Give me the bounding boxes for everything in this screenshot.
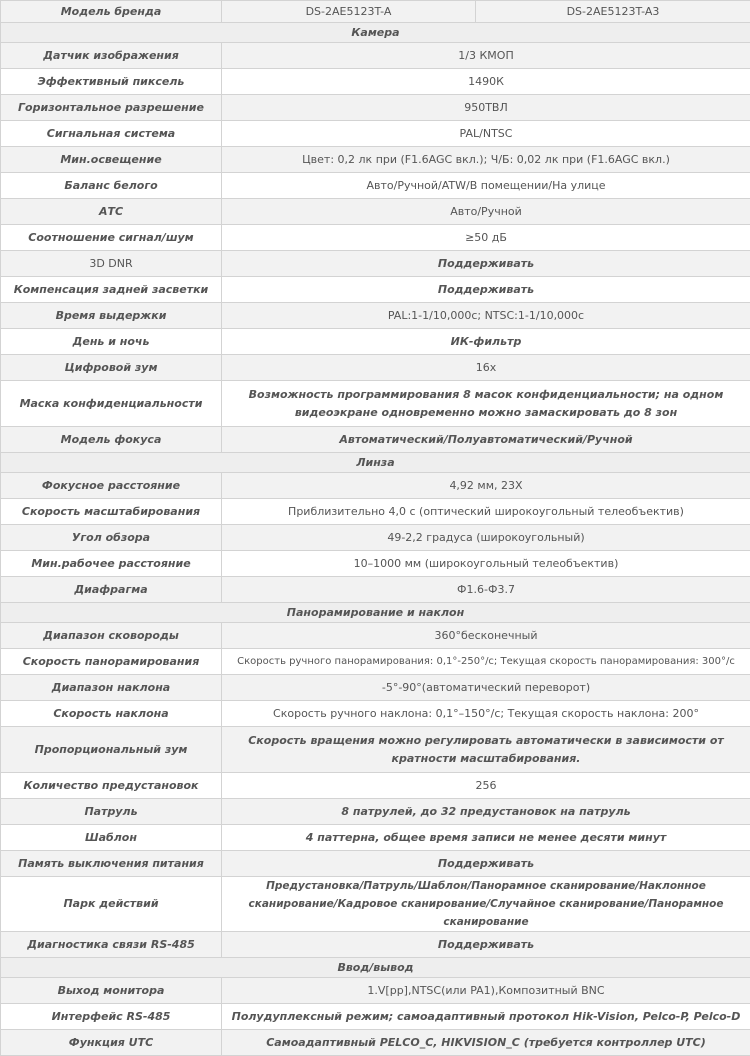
- table-row: [1, 649, 750, 675]
- table-row: [1, 701, 750, 727]
- row-value: 8 патрулей, до 32 предустановок на патруль: [222, 799, 750, 825]
- row-value: 4 паттерна, общее время записи не менее десяти минут: [222, 825, 750, 851]
- row-label: Диапазон сковороды: [1, 623, 222, 649]
- table-row: [1, 303, 750, 329]
- table-row: [1, 225, 750, 251]
- row-label: Патруль: [1, 799, 222, 825]
- row-label: Интерфейс RS-485: [1, 1004, 222, 1030]
- row-label: Фокусное расстояние: [1, 473, 222, 499]
- table-row: [1, 199, 750, 225]
- table-row: [1, 978, 750, 1004]
- row-value: 49-2,2 градуса (широкоугольный): [222, 525, 750, 551]
- row-value: Скорость вращения можно регулировать автоматически в зависимости от кратности масштабирования.: [222, 727, 750, 773]
- table-row: [1, 427, 750, 453]
- row-label: Соотношение сигнал/шум: [1, 225, 222, 251]
- row-label: Маска конфиденциальности: [1, 381, 222, 427]
- row-label: Память выключения питания: [1, 851, 222, 877]
- row-label: Компенсация задней засветки: [1, 277, 222, 303]
- row-label: Сигнальная система: [1, 121, 222, 147]
- row-value: Поддерживать: [222, 277, 750, 303]
- row-label: Диафрагма: [1, 577, 222, 603]
- row-label: Пропорциональный зум: [1, 727, 222, 773]
- row-value: 1/3 КМОП: [222, 43, 750, 69]
- table-row: [1, 551, 750, 577]
- row-value: PAL:1-1/10,000с; NTSC:1-1/10,000с: [222, 303, 750, 329]
- row-label: Шаблон: [1, 825, 222, 851]
- row-label: Модель фокуса: [1, 427, 222, 453]
- row-label: 3D DNR: [1, 251, 222, 277]
- row-value: ИК-фильтр: [222, 329, 750, 355]
- row-value: Поддерживать: [222, 251, 750, 277]
- table-row: [1, 577, 750, 603]
- section-header-camera: Камера: [1, 23, 750, 43]
- row-label: Баланс белого: [1, 173, 222, 199]
- table-row: [1, 329, 750, 355]
- row-label: Цифровой зум: [1, 355, 222, 381]
- row-value: Поддерживать: [222, 932, 750, 958]
- table-row: [1, 1004, 750, 1030]
- header-row: [1, 1, 750, 23]
- section-header-io: Ввод/вывод: [1, 958, 750, 978]
- header-model-a: DS-2AE5123T-A: [222, 1, 476, 23]
- row-value: Цвет: 0,2 лк при (F1.6AGC вкл.); Ч/Б: 0,02 лк при (F1.6AGC вкл.): [222, 147, 750, 173]
- table-row: [1, 851, 750, 877]
- row-value: Поддерживать: [222, 851, 750, 877]
- row-label: Датчик изображения: [1, 43, 222, 69]
- row-value: 4,92 мм, 23X: [222, 473, 750, 499]
- table-row: [1, 147, 750, 173]
- table-row: [1, 799, 750, 825]
- row-value: Полудуплексный режим; самоадаптивный протокол Hik-Vision, Pelco-P, Pelco-D: [222, 1004, 750, 1030]
- row-label: Функция UTC: [1, 1030, 222, 1056]
- row-label: Количество предустановок: [1, 773, 222, 799]
- row-label: Диапазон наклона: [1, 675, 222, 701]
- table-row: [1, 773, 750, 799]
- table-row: [1, 623, 750, 649]
- table-row: [1, 277, 750, 303]
- table-row: [1, 173, 750, 199]
- row-value: 950ТВЛ: [222, 95, 750, 121]
- table-row: [1, 932, 750, 958]
- header-model-label: Модель бренда: [1, 1, 222, 23]
- row-label: Выход монитора: [1, 978, 222, 1004]
- table-row: [1, 727, 750, 773]
- row-value: ≥50 дБ: [222, 225, 750, 251]
- table-row: [1, 43, 750, 69]
- section-header-lens: Линза: [1, 453, 750, 473]
- row-label: День и ночь: [1, 329, 222, 355]
- row-value: 1490К: [222, 69, 750, 95]
- row-value: Самоадаптивный PELCO_C, HIKVISION_C (требуется контроллер UTC): [222, 1030, 750, 1056]
- row-label: Время выдержки: [1, 303, 222, 329]
- table-row: [1, 355, 750, 381]
- section-header-pan-tilt: Панорамирование и наклон: [1, 603, 750, 623]
- table-row: [1, 69, 750, 95]
- table-row: [1, 675, 750, 701]
- row-label: Мин.освещение: [1, 147, 222, 173]
- row-label: Мин.рабочее расстояние: [1, 551, 222, 577]
- row-value: -5°-90°(автоматический переворот): [222, 675, 750, 701]
- row-value: Авто/Ручной/ATW/В помещении/На улице: [222, 173, 750, 199]
- table-row: [1, 251, 750, 277]
- table-row: [1, 1030, 750, 1056]
- table-row: [1, 473, 750, 499]
- row-value: Автоматический/Полуавтоматический/Ручной: [222, 427, 750, 453]
- table-row: [1, 877, 750, 932]
- row-label: Эффективный пиксель: [1, 69, 222, 95]
- row-label: Парк действий: [1, 877, 222, 932]
- table-row: [1, 381, 750, 427]
- row-value: 256: [222, 773, 750, 799]
- row-value: PAL/NTSC: [222, 121, 750, 147]
- row-value: 10–1000 мм (широкоугольный телеобъектив): [222, 551, 750, 577]
- row-value: Приблизительно 4,0 с (оптический широкоугольный телеобъектив): [222, 499, 750, 525]
- row-label: Скорость панорамирования: [1, 649, 222, 675]
- row-value: 360°бесконечный: [222, 623, 750, 649]
- row-value: Авто/Ручной: [222, 199, 750, 225]
- header-model-a3: DS-2AE5123T-A3: [476, 1, 750, 23]
- table-row: [1, 121, 750, 147]
- row-label: Скорость масштабирования: [1, 499, 222, 525]
- row-value: Ф1.6-Ф3.7: [222, 577, 750, 603]
- row-value: 1.V[pp],NTSC(или PA1),Композитный BNC: [222, 978, 750, 1004]
- row-label: Угол обзора: [1, 525, 222, 551]
- table-row: [1, 499, 750, 525]
- table-row: [1, 825, 750, 851]
- row-label: АТС: [1, 199, 222, 225]
- row-label: Диагностика связи RS-485: [1, 932, 222, 958]
- row-label: Горизонтальное разрешение: [1, 95, 222, 121]
- row-label: Скорость наклона: [1, 701, 222, 727]
- row-value: Предустановка/Патруль/Шаблон/Панорамное сканирование/Наклонное сканирование/Кадровое сканирование/Случайное сканирование/Панорамное сканирование: [222, 877, 750, 932]
- table-row: [1, 525, 750, 551]
- table-row: [1, 95, 750, 121]
- row-value: Скорость ручного наклона: 0,1°–150°/с; Текущая скорость наклона: 200°: [222, 701, 750, 727]
- row-value: Возможность программирования 8 масок конфиденциальности; на одном видеоэкране одновременно можно замаскировать до 8 зон: [222, 381, 750, 427]
- row-value: Скорость ручного панорамирования: 0,1°-250°/с; Текущая скорость панорамирования: 300°/с: [222, 649, 750, 675]
- row-value: 16x: [222, 355, 750, 381]
